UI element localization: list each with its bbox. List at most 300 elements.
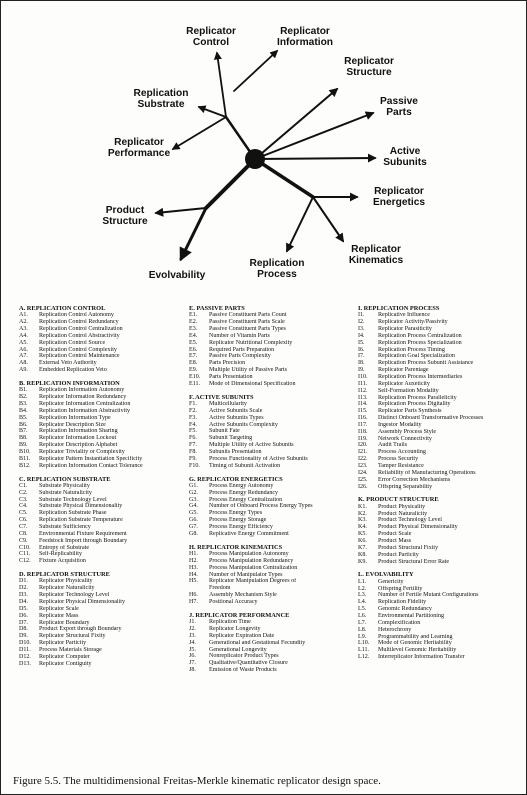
arrow-product-structure bbox=[156, 208, 206, 213]
list-item bbox=[19, 524, 179, 531]
item-name: Replicator Physicality bbox=[39, 578, 93, 585]
list-item bbox=[358, 538, 524, 545]
list-item bbox=[189, 333, 354, 340]
item-name: Reliability of Manufacturing Operations bbox=[378, 469, 476, 476]
item-code: F5. bbox=[189, 428, 197, 435]
list-item bbox=[19, 606, 179, 613]
item-name: Replication Control Redundancy bbox=[39, 319, 119, 326]
item-code: B1. bbox=[19, 387, 28, 394]
section-title: F. ACTIVE SUBUNITS bbox=[189, 393, 254, 401]
list-item bbox=[358, 559, 524, 566]
section-title: D. REPLICATOR STRUCTURE bbox=[19, 571, 110, 579]
parameter-list bbox=[189, 401, 354, 469]
list-item bbox=[19, 415, 179, 422]
item-name: Required Parts Preparation bbox=[209, 346, 275, 353]
item-name: Process Functionality of Active Subunits bbox=[209, 455, 308, 462]
list-item bbox=[358, 552, 524, 559]
list-item bbox=[189, 347, 354, 354]
item-code: C9. bbox=[19, 537, 28, 544]
item-name: Product Structural Error Rate bbox=[378, 558, 450, 565]
label-replicator-information: Replicator Information bbox=[276, 26, 334, 48]
item-name: Generational and Gestational Fecundity bbox=[209, 639, 306, 646]
list-item bbox=[189, 551, 354, 558]
list-item bbox=[189, 619, 354, 626]
item-name: Self-Replicability bbox=[39, 551, 82, 558]
item-name: Positional Accuracy bbox=[209, 599, 258, 605]
item-code: F6. bbox=[189, 435, 197, 442]
item-code: A7. bbox=[19, 353, 28, 360]
item-code: E9. bbox=[189, 367, 198, 374]
list-item bbox=[358, 408, 524, 415]
item-name: Multiple Utility of Active Subunits bbox=[209, 442, 294, 449]
design-space-tree bbox=[1, 1, 527, 299]
item-name: Replication Control Autonomy bbox=[39, 312, 114, 319]
item-code: D4. bbox=[19, 599, 28, 605]
item-name: Substrate Physical Dimensionality bbox=[39, 503, 123, 510]
list-item bbox=[19, 517, 179, 524]
list-item bbox=[358, 388, 524, 395]
item-code: G1. bbox=[189, 482, 198, 489]
list-item bbox=[19, 387, 179, 394]
item-name: Replicator Auxeticity bbox=[378, 380, 430, 387]
item-code: E3. bbox=[189, 326, 198, 333]
item-code: J1. bbox=[189, 619, 196, 626]
item-code: A6. bbox=[19, 346, 28, 353]
item-code: B12. bbox=[19, 462, 31, 469]
item-code: I24. bbox=[358, 469, 368, 476]
item-code: C10. bbox=[19, 544, 31, 551]
item-name: Nonreplicator Product Types bbox=[209, 653, 279, 660]
item-code: J2. bbox=[189, 626, 196, 633]
label-replication-process: Replication Process bbox=[249, 258, 305, 280]
item-name: Replication Information Type bbox=[39, 414, 111, 421]
item-name: Replication Control Complexity bbox=[39, 346, 117, 353]
item-name: Process Manipulation Centralization bbox=[209, 564, 298, 571]
list-item bbox=[358, 319, 524, 326]
section bbox=[19, 571, 179, 667]
item-code: K2. bbox=[358, 510, 367, 517]
item-name: Replication Process Centralization bbox=[378, 332, 462, 339]
list-item bbox=[358, 634, 524, 641]
item-name: Replicator Parasiticity bbox=[378, 326, 432, 333]
item-name: Replicator Information Redundancy bbox=[39, 394, 127, 401]
item-name: Multicellularity bbox=[209, 401, 247, 408]
item-name: Fixture Acquisition bbox=[39, 558, 86, 565]
list-item bbox=[189, 428, 354, 435]
section-title: E. PASSIVE PARTS bbox=[189, 305, 245, 312]
item-code: B4. bbox=[19, 407, 28, 414]
item-code: E2. bbox=[189, 319, 198, 326]
list-item bbox=[19, 545, 179, 552]
list-item bbox=[358, 312, 524, 319]
item-name: Offspring Fertility bbox=[378, 585, 423, 592]
list-item bbox=[19, 585, 179, 592]
item-name: Replicator Longevity bbox=[209, 626, 261, 633]
list-item bbox=[19, 654, 179, 661]
item-name: Parts Precision bbox=[209, 360, 246, 367]
item-name: Product Mass bbox=[378, 537, 412, 544]
list-item bbox=[358, 353, 524, 360]
list-item bbox=[358, 395, 524, 402]
list-item bbox=[189, 353, 354, 360]
list-item bbox=[19, 599, 179, 606]
item-code: D10. bbox=[19, 640, 31, 647]
section bbox=[189, 476, 354, 538]
item-name: Replication Information Autonomy bbox=[39, 387, 125, 394]
item-code: H5. bbox=[189, 578, 198, 585]
item-name: Substrate Naturalicity bbox=[39, 489, 92, 496]
item-code: I17. bbox=[358, 421, 368, 428]
item-code: C5. bbox=[19, 510, 28, 517]
item-code: F1. bbox=[189, 401, 197, 408]
item-name: Replication Goal Specialization bbox=[378, 353, 455, 360]
item-name: Replication Control Maintenance bbox=[39, 353, 120, 360]
item-code: H4. bbox=[189, 571, 198, 578]
item-code: H7. bbox=[189, 599, 198, 605]
list-item bbox=[19, 367, 179, 374]
item-code: K9. bbox=[358, 558, 367, 565]
item-name: Network Connectivity bbox=[378, 435, 432, 442]
list-item bbox=[189, 442, 354, 449]
item-code: E5. bbox=[189, 339, 198, 346]
item-code: E7. bbox=[189, 353, 198, 360]
item-code: F7. bbox=[189, 442, 197, 449]
list-item bbox=[189, 381, 354, 388]
list-item bbox=[19, 463, 179, 470]
item-code: I7. bbox=[358, 353, 365, 360]
item-name: External Veto Authority bbox=[39, 360, 97, 367]
item-code: B2. bbox=[19, 394, 28, 401]
item-name: Replicator Nutritional Complexity bbox=[209, 339, 293, 346]
item-code: H3. bbox=[189, 564, 198, 571]
section bbox=[358, 305, 524, 490]
list-item bbox=[189, 490, 354, 497]
parameter-list bbox=[358, 504, 524, 566]
list-item bbox=[358, 326, 524, 333]
section-title: I. REPLICATION PROCESS bbox=[358, 305, 440, 312]
item-code: D6. bbox=[19, 612, 28, 619]
list-item bbox=[19, 558, 179, 565]
item-name: Active Subunits Scale bbox=[209, 407, 263, 414]
item-code: L7. bbox=[358, 619, 367, 626]
item-code: L5. bbox=[358, 606, 367, 613]
column-right bbox=[358, 305, 524, 667]
item-code: I8. bbox=[358, 360, 365, 367]
item-name: Process Energy Centralization bbox=[209, 496, 283, 503]
item-name: Replicator Information Lockout bbox=[39, 435, 117, 442]
label-replicator-energetics: Replicator Energetics bbox=[372, 186, 426, 208]
item-name: Replicator Computer bbox=[39, 653, 90, 660]
parameter-list bbox=[19, 312, 179, 374]
item-code: K6. bbox=[358, 537, 367, 544]
list-item bbox=[189, 319, 354, 326]
list-item bbox=[358, 367, 524, 374]
label-replication-substrate: Replication Substrate bbox=[133, 88, 189, 110]
item-code: B10. bbox=[19, 449, 31, 455]
item-name: Replication Process Subunit Assistance bbox=[378, 360, 474, 367]
list-item bbox=[19, 394, 179, 401]
item-name: Replication Process Intermediaries bbox=[378, 374, 463, 380]
list-item bbox=[358, 524, 524, 531]
item-name: Substrate Sufficiency bbox=[39, 524, 91, 530]
item-code: E1. bbox=[189, 312, 198, 319]
arrow-replication-control bbox=[217, 53, 226, 117]
item-code: K1. bbox=[358, 503, 367, 510]
list-item bbox=[358, 511, 524, 518]
item-name: Replicator Triviality or Complexity bbox=[39, 449, 125, 455]
item-name: Replicator Expiration Date bbox=[209, 632, 275, 639]
item-code: D9. bbox=[19, 633, 28, 640]
item-name: Replicator Boundary bbox=[39, 619, 90, 626]
list-item bbox=[189, 578, 354, 585]
item-name: Process Security bbox=[378, 456, 419, 463]
list-item bbox=[189, 374, 354, 381]
item-name: Product Naturalicity bbox=[378, 510, 428, 517]
item-code: A2. bbox=[19, 319, 28, 326]
list-item bbox=[189, 456, 354, 463]
section-title: H. REPLICATOR KINEMATICS bbox=[189, 543, 283, 551]
item-name: Number of Fertile Mutant Configurations bbox=[378, 592, 479, 599]
item-code: A5. bbox=[19, 339, 28, 346]
list-item bbox=[358, 586, 524, 593]
item-code: G2. bbox=[189, 489, 198, 496]
parameter-list bbox=[358, 312, 524, 490]
arrow-replication-substrate bbox=[199, 107, 226, 117]
list-item bbox=[19, 360, 179, 367]
item-code: D13. bbox=[19, 660, 31, 667]
arrow-active-subunits bbox=[255, 158, 375, 159]
list-item bbox=[358, 647, 524, 654]
list-item bbox=[189, 497, 354, 504]
list-item bbox=[358, 579, 524, 586]
section bbox=[19, 380, 179, 470]
list-item bbox=[189, 592, 354, 599]
item-code: I10. bbox=[358, 374, 368, 380]
item-code: D5. bbox=[19, 605, 28, 612]
item-name: Environmental Fixture Requirement bbox=[39, 530, 127, 537]
list-item bbox=[189, 653, 354, 660]
item-name: Replicator Activity/Passivity bbox=[378, 319, 448, 326]
list-item bbox=[189, 647, 354, 654]
list-item bbox=[19, 626, 179, 633]
section bbox=[189, 544, 354, 606]
list-item bbox=[358, 429, 524, 436]
list-item bbox=[19, 449, 179, 456]
item-code: C8. bbox=[19, 530, 28, 537]
item-code: C7. bbox=[19, 524, 28, 530]
item-name: Replication Control Source bbox=[39, 339, 106, 346]
item-code: D12. bbox=[19, 653, 31, 660]
list-item bbox=[189, 415, 354, 422]
list-item bbox=[358, 415, 524, 422]
section-title: B. REPLICATION INFORMATION bbox=[19, 380, 120, 387]
list-item bbox=[189, 660, 354, 667]
item-name: Error Correction Mechanisms bbox=[378, 476, 451, 483]
list-item bbox=[19, 490, 179, 497]
section-title: G. REPLICATOR ENERGETICS bbox=[189, 475, 283, 483]
list-item bbox=[358, 504, 524, 511]
item-code: I13. bbox=[358, 394, 368, 401]
item-name: Replicator Scale bbox=[39, 605, 79, 612]
section bbox=[189, 612, 354, 674]
list-item bbox=[189, 558, 354, 565]
parameter-list bbox=[19, 387, 179, 469]
item-name: Heterochrony bbox=[378, 626, 412, 633]
item-name: Passive Constituent Parts Types bbox=[209, 326, 286, 333]
section bbox=[19, 476, 179, 566]
item-name: Qualitative/Quantitative Closure bbox=[209, 660, 288, 667]
item-name: Interreplicator Information Transfer bbox=[378, 654, 465, 661]
item-name: Ingestor Modality bbox=[378, 421, 422, 428]
item-name: Multilevel Genomic Heritability bbox=[378, 647, 457, 654]
item-code: I18. bbox=[358, 428, 368, 435]
item-code: G7. bbox=[189, 524, 198, 530]
arrow-evolvability bbox=[181, 208, 206, 259]
list-item bbox=[19, 661, 179, 668]
item-name: Product Physicality bbox=[378, 503, 426, 510]
item-code: J6. bbox=[189, 653, 196, 660]
item-code: D11. bbox=[19, 646, 31, 653]
section-title: K. PRODUCT STRUCTURE bbox=[358, 496, 439, 504]
list-item bbox=[19, 551, 179, 558]
item-code: L4. bbox=[358, 599, 367, 606]
item-name: Passive Constituent Parts Count bbox=[209, 312, 287, 319]
list-item bbox=[19, 422, 179, 429]
item-name: Process Energy Storage bbox=[209, 517, 267, 524]
item-name: Emission of Waste Products bbox=[209, 667, 277, 674]
item-name: Replicator Technology Level bbox=[39, 592, 110, 599]
item-code: J7. bbox=[189, 660, 196, 667]
list-item bbox=[19, 633, 179, 640]
item-name: Entropy of Substrate bbox=[39, 544, 90, 551]
parameter-list bbox=[189, 483, 354, 538]
item-code: G8. bbox=[189, 530, 198, 537]
item-code: L1. bbox=[358, 578, 367, 585]
item-name: Replication Information Abstractivity bbox=[39, 407, 131, 414]
item-name: Replication Information Contact Tolerance bbox=[39, 462, 143, 469]
item-code: D3. bbox=[19, 592, 28, 599]
list-item bbox=[19, 538, 179, 545]
list-item bbox=[358, 517, 524, 524]
item-code: I6. bbox=[358, 346, 365, 353]
list-item bbox=[358, 401, 524, 408]
item-code: B7. bbox=[19, 428, 28, 435]
list-item bbox=[189, 367, 354, 374]
item-name: Replicative Influence bbox=[378, 312, 430, 319]
item-name: Self-Formation Modality bbox=[378, 387, 439, 394]
list-item bbox=[358, 654, 524, 661]
design-space-diagram bbox=[1, 1, 527, 299]
item-code: A1. bbox=[19, 312, 28, 319]
arrow-passive-parts bbox=[255, 113, 373, 159]
item-code: B11. bbox=[19, 455, 31, 462]
item-code: D8. bbox=[19, 626, 28, 633]
parameter-list bbox=[19, 578, 179, 667]
item-code: L12. bbox=[358, 654, 370, 661]
item-name: Process Manipulation Redundancy bbox=[209, 557, 294, 564]
item-name: Genericity bbox=[378, 578, 404, 585]
list-item bbox=[19, 483, 179, 490]
item-name: Timing of Subunit Activation bbox=[209, 462, 281, 469]
list-item bbox=[358, 333, 524, 340]
item-code: F3. bbox=[189, 414, 197, 421]
item-name: Replicator Contiguity bbox=[39, 660, 92, 667]
item-code: G4. bbox=[189, 503, 198, 510]
section-title: J. REPLICATOR PERFORMANCE bbox=[189, 611, 290, 619]
item-name: Replication Information Sharing bbox=[39, 428, 118, 435]
list-item bbox=[358, 531, 524, 538]
list-item bbox=[189, 312, 354, 319]
item-name: Replicator Parts Synthesis bbox=[378, 408, 442, 415]
item-code: L11. bbox=[358, 647, 370, 654]
item-code: C2. bbox=[19, 489, 28, 496]
item-name: Mode of Genomic Heritability bbox=[378, 640, 452, 647]
list-item bbox=[189, 408, 354, 415]
item-code: I3. bbox=[358, 326, 365, 333]
item-name: Process Materials Storage bbox=[39, 646, 102, 653]
item-code: I14. bbox=[358, 401, 368, 408]
item-name: Assembly Mechanism Style bbox=[209, 592, 277, 599]
section bbox=[19, 305, 179, 374]
item-code: F10. bbox=[189, 462, 200, 469]
list-item bbox=[189, 360, 354, 367]
item-code: L8. bbox=[358, 626, 367, 633]
list-item bbox=[189, 422, 354, 429]
item-name: Replication Substrate Temperature bbox=[39, 517, 123, 524]
list-item bbox=[19, 531, 179, 538]
arrow-replicator-performance bbox=[173, 117, 226, 149]
label-replication-control: Replicator Control bbox=[186, 26, 236, 48]
item-name: Number of Manipulator Types bbox=[209, 571, 283, 578]
item-code: K4. bbox=[358, 524, 367, 531]
item-name: Replicator Naturalicity bbox=[39, 585, 95, 592]
item-code: C11. bbox=[19, 551, 31, 558]
list-item bbox=[19, 428, 179, 435]
item-name: Freedom bbox=[209, 585, 231, 592]
item-name: Offspring Separability bbox=[378, 483, 433, 490]
section bbox=[358, 571, 524, 661]
item-code: I16. bbox=[358, 415, 368, 422]
item-code: I22. bbox=[358, 456, 368, 463]
item-code: I15. bbox=[358, 408, 368, 415]
parameter-list bbox=[189, 619, 354, 674]
list-item bbox=[358, 627, 524, 634]
list-item bbox=[19, 333, 179, 340]
item-code: I12. bbox=[358, 387, 368, 394]
item-name: Process Accounting bbox=[378, 449, 426, 456]
section-title: A. REPLICATION CONTROL bbox=[19, 305, 106, 312]
item-code: B9. bbox=[19, 442, 28, 449]
item-name: Distinct Onboard Transformative Processes bbox=[378, 415, 484, 422]
list-item bbox=[189, 510, 354, 517]
item-code: D7. bbox=[19, 619, 28, 626]
item-code: K5. bbox=[358, 531, 367, 538]
item-name: Multiple Utility of Passive Parts bbox=[209, 367, 287, 374]
list-item bbox=[19, 503, 179, 510]
list-item bbox=[358, 436, 524, 443]
list-item bbox=[19, 347, 179, 354]
item-code: I19. bbox=[358, 435, 368, 442]
item-name: Passive Parts Complexity bbox=[209, 353, 271, 360]
item-name: Replication Process Specialization bbox=[378, 339, 462, 346]
list-item bbox=[19, 326, 179, 333]
list-item bbox=[189, 667, 354, 674]
label-product-structure: Product Structure bbox=[102, 205, 148, 227]
item-name: Replication Control Centralization bbox=[39, 326, 123, 333]
section bbox=[189, 394, 354, 470]
item-code: A3. bbox=[19, 326, 28, 333]
item-name: Replication Process Parallelicity bbox=[378, 394, 457, 401]
